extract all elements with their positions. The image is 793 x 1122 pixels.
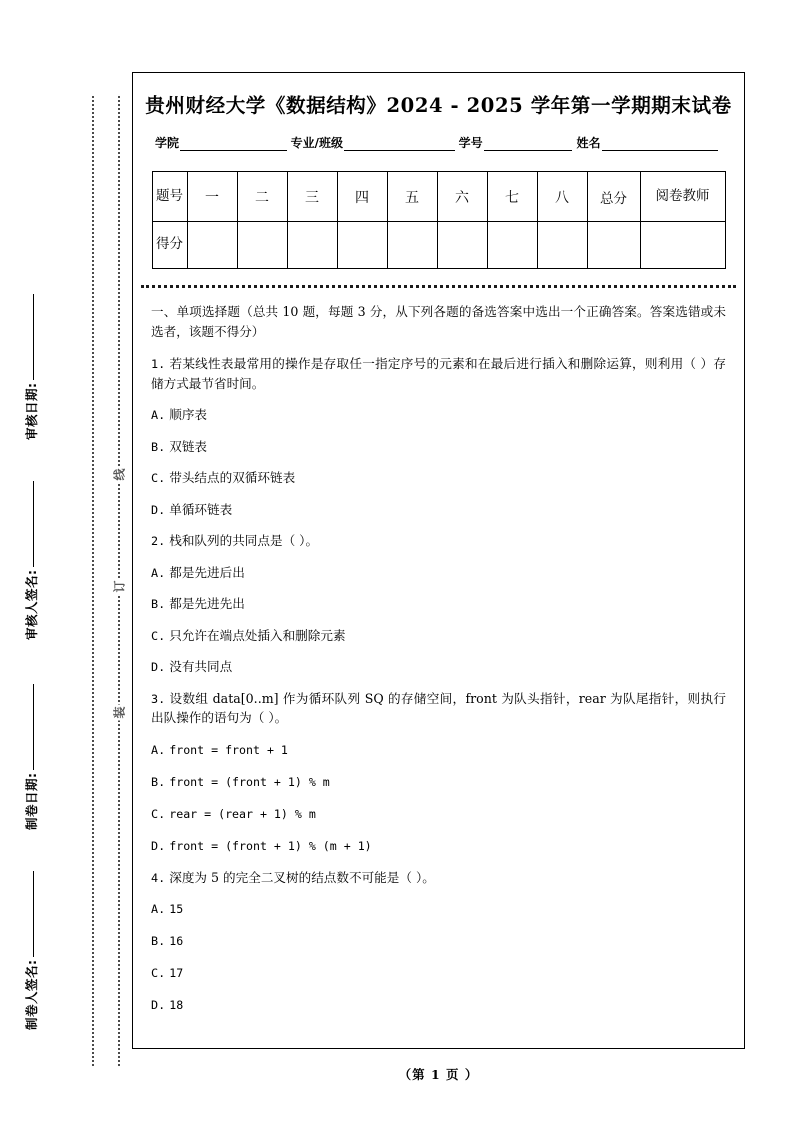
question-4-option-d-text: 18 [169,998,184,1013]
question-2-option-b[interactable] [151,594,726,614]
margin-field-reviewer-signature-label: 审核人签名: [24,569,39,640]
college-field-input[interactable] [180,137,287,151]
score-table-row-header-score: 得分 [152,222,187,269]
fold-mark-pack: 装 [107,705,132,721]
question-1-option-c-text: 带头结点的双循环链表 [169,470,296,486]
score-table [152,171,726,269]
margin-field-paper-date [22,772,40,830]
score-table-q2: 二 [237,172,287,222]
margin-field-paper-date-label: 制卷日期: [24,772,39,830]
question-2-option-c-letter: C. [151,628,166,643]
question-1-option-b-letter: B. [151,439,166,454]
question-3-option-a-text: front = front + 1 [169,742,288,757]
question-3-stem [151,689,726,728]
margin-field-review-date-rule[interactable] [32,295,34,381]
score-cell-q3[interactable] [287,222,337,269]
section-heading: 一、单项选择题（总共 10 题，每题 3 分，从下列各题的备选答案中选出一个正确答案。答案选错或未选者，该题不得分） [151,304,726,339]
margin-field-paper-maker-signature-label: 制卷人签名: [24,959,39,1030]
question-1-option-a-letter: A. [151,408,166,423]
question-1-option-c[interactable] [151,468,726,488]
question-3-option-d-text: front = (front + 1) % (m + 1) [169,838,372,853]
score-cell-q2[interactable] [237,222,287,269]
question-1-number: 1. [151,357,166,372]
question-4-option-c[interactable] [151,963,726,983]
score-table-q3: 三 [287,172,337,222]
question-4-text: 深度为 5 的完全二叉树的结点数不可能是（ ）。 [169,869,435,885]
question-2-option-a-letter: A. [151,565,166,580]
question-3-option-d-letter: D. [151,838,166,853]
question-2-option-b-letter: B. [151,597,166,612]
major-field-input[interactable] [344,137,455,151]
dotted-separator [141,285,736,288]
student-info-row [155,134,722,151]
score-table-q4: 四 [337,172,387,222]
question-3-option-b-text: front = (front + 1) % m [169,774,330,789]
question-4-option-d-letter: D. [151,998,166,1013]
fold-mark-bind: 订 [107,579,132,595]
score-table-grader-header: 阅卷教师 [640,172,725,222]
question-3-option-d[interactable] [151,836,726,856]
question-3-option-b-letter: B. [151,774,166,789]
question-1-option-b-text: 双链表 [169,438,208,454]
score-cell-q5[interactable] [387,222,437,269]
question-3-number: 3. [151,691,166,706]
score-table-q6: 六 [437,172,487,222]
question-3-option-c-letter: C. [151,806,166,821]
question-2-option-a[interactable] [151,563,726,583]
question-3-option-c-text: rear = (rear + 1) % m [169,806,316,821]
question-4-option-a-letter: A. [151,902,166,917]
score-cell-q7[interactable] [487,222,537,269]
exam-paper-frame [132,72,745,1049]
table-row [152,172,725,222]
score-cell-total[interactable] [587,222,640,269]
score-table-q5: 五 [387,172,437,222]
question-2-option-d[interactable] [151,657,726,677]
question-3-option-a-letter: A. [151,742,166,757]
left-binding-margin [0,0,132,1122]
question-4-option-d[interactable] [151,995,726,1015]
score-cell-grader[interactable] [640,222,725,269]
question-2-text: 栈和队列的共同点是（ ）。 [169,533,319,549]
question-2-option-d-text: 没有共同点 [169,659,233,675]
question-4-option-b[interactable] [151,931,726,951]
page-title: 贵州财经大学《数据结构》2024 - 2025 学年第一学期期末试卷 [145,94,732,117]
question-1-option-d-letter: D. [151,502,166,517]
score-table-q1: 一 [187,172,237,222]
score-cell-q8[interactable] [537,222,587,269]
score-table-q8: 八 [537,172,587,222]
question-1-option-d[interactable] [151,500,726,520]
question-2-option-c-text: 只允许在端点处插入和删除元素 [169,627,346,643]
question-1-option-d-text: 单循环链表 [169,501,233,517]
question-4-option-a-text: 15 [169,902,184,917]
score-cell-q6[interactable] [437,222,487,269]
question-2-option-c[interactable] [151,626,726,646]
question-1-stem [151,354,726,393]
question-2-number: 2. [151,534,166,549]
margin-field-paper-date-rule[interactable] [32,685,34,771]
margin-field-review-date [22,382,40,440]
question-3-option-a[interactable] [151,740,726,760]
question-2-option-b-text: 都是先进先出 [169,596,245,612]
question-body [151,302,726,1015]
name-field-input[interactable] [602,137,719,151]
major-field-label: 专业/班级 [290,136,344,150]
question-4-option-b-text: 16 [169,934,184,949]
margin-field-reviewer-signature [22,569,40,640]
college-field-label: 学院 [155,136,180,150]
question-1-option-b[interactable] [151,437,726,457]
question-2-stem [151,531,726,551]
question-4-option-c-letter: C. [151,966,166,981]
score-table-row-header-question: 题号 [152,172,187,222]
score-cell-q4[interactable] [337,222,387,269]
question-3-option-c[interactable] [151,804,726,824]
margin-field-review-date-label: 审核日期: [24,382,39,440]
margin-field-paper-maker-signature [22,959,40,1030]
question-1-text: 若某线性表最常用的操作是存取任一指定序号的元素和在最后进行插入和删除运算，则利用（ ）存储方式最节省时间。 [151,356,726,391]
question-1-option-a-text: 顺序表 [169,407,208,423]
question-1-option-c-letter: C. [151,471,166,486]
question-4-number: 4. [151,870,166,885]
signature-column [22,0,56,1122]
score-cell-q1[interactable] [187,222,237,269]
margin-field-reviewer-signature-rule[interactable] [32,482,34,568]
question-3-text: 设数组 data[0..m] 作为循环队列 SQ 的存储空间，front 为队头指针，rear 为队尾指针，则执行出队操作的语句为（ ）。 [151,690,726,726]
name-field-label: 姓名 [576,136,601,150]
question-1-option-a[interactable] [151,405,726,425]
student-number-field-label: 学号 [458,136,483,150]
student-number-field-input[interactable] [484,137,573,151]
binding-dotted-line-outer [92,96,94,1066]
question-3-option-b[interactable] [151,772,726,792]
question-2-option-a-text: 都是先进后出 [169,564,245,580]
question-4-stem [151,868,726,888]
question-4-option-b-letter: B. [151,934,166,949]
question-4-option-c-text: 17 [169,966,184,981]
score-table-total-header: 总分 [587,172,640,222]
margin-field-paper-maker-signature-rule[interactable] [32,872,34,958]
page-footer: （第 1 页 ） [398,1067,479,1082]
fold-mark-line: 线 [107,467,132,483]
table-row [152,222,725,269]
score-table-q7: 七 [487,172,537,222]
question-4-option-a[interactable] [151,899,726,919]
question-2-option-d-letter: D. [151,660,166,675]
